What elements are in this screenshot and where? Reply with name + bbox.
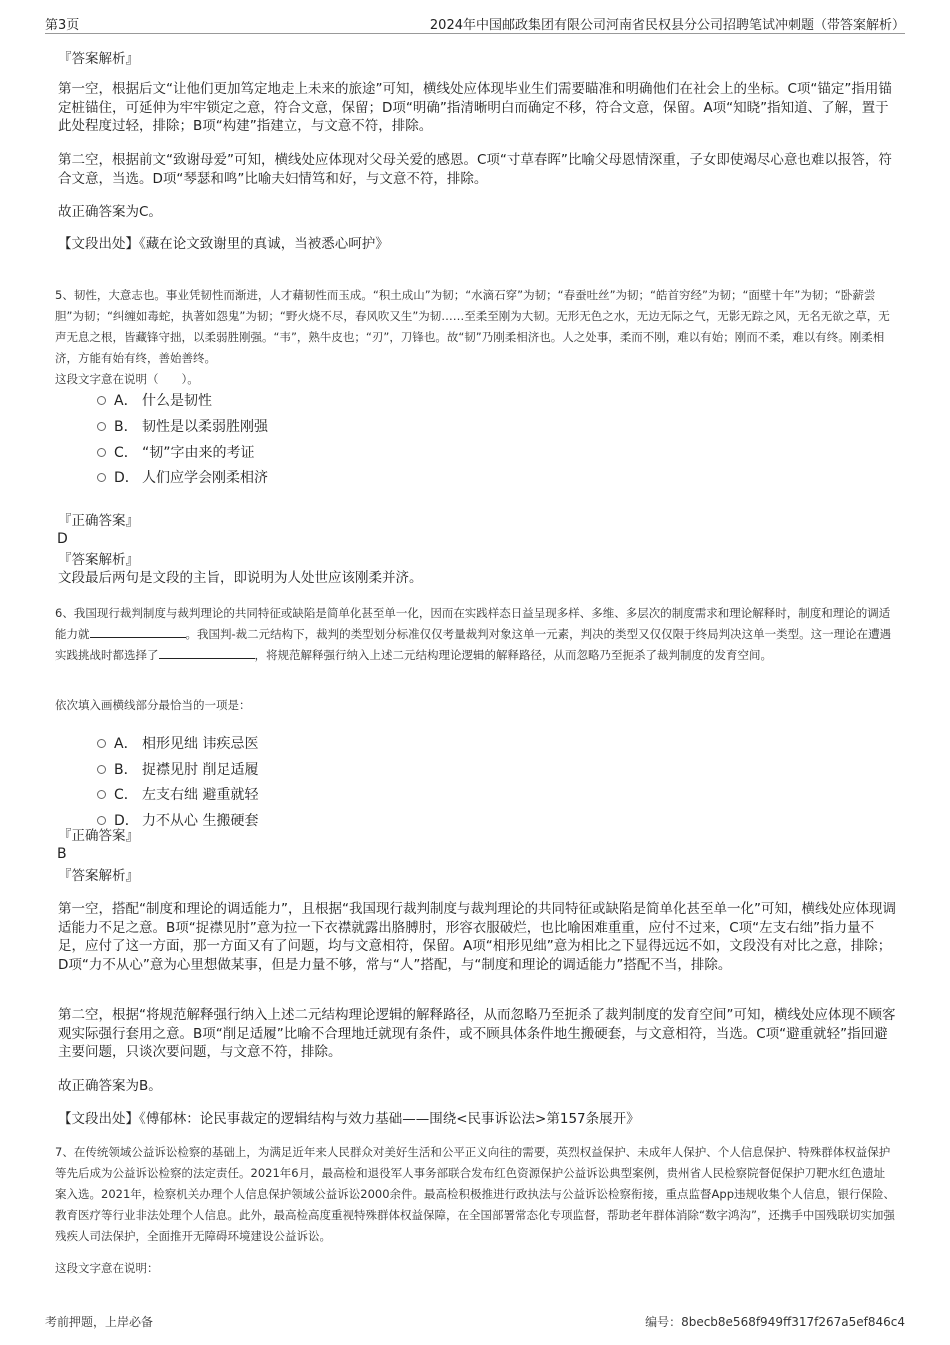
q5-analysis: 文段最后两句是文段的主旨，即说明为人处世应该刚柔并济。 bbox=[58, 570, 423, 586]
q6-answer: B bbox=[57, 846, 67, 862]
q5-option-a[interactable]: A． 什么是韧性 bbox=[97, 390, 212, 412]
q6-blank-1 bbox=[90, 626, 186, 638]
q4-source: 【文段出处】《藏在论文致谢里的真诚，当被悉心呵护》 bbox=[58, 236, 389, 252]
q6-analysis-p2: 第二空，根据“将规范解释强行纳入上述二元结构理论逻辑的解释路径，从而忽略乃至扼杀了裁判制度的发育空间”可知，横线处应体现不顾客观实际强行套用之意。B项“削足适履”比喻不合理地迁就现有条件，或不顾具体条件地生搬硬套，与文意相符，当选。C项“避重就轻”指回避主要问题，只谈次要问题，与文意不符，排除。 bbox=[58, 1007, 896, 1060]
q6-source: 【文段出处】《傅郁林：论民事裁定的逻辑结构与效力基础——围绕<民事诉讼法>第157条展开》 bbox=[58, 1111, 640, 1127]
radio-button-icon[interactable] bbox=[97, 422, 106, 431]
q6-analysis-label: 『答案解析』 bbox=[58, 868, 139, 884]
q6-question: 依次填入画横线部分最恰当的一项是： bbox=[55, 698, 251, 712]
q5-option-c[interactable]: C． “韧”字由来的考证 bbox=[97, 442, 255, 464]
document-title: 2024年中国邮政集团有限公司河南省民权县分公司招聘笔试冲刺题（带答案解析） bbox=[429, 18, 905, 33]
radio-button-icon[interactable] bbox=[97, 473, 106, 482]
q6-stem: 6、我国现行裁判制度与裁判理论的共同特征或缺陷是简单化甚至单一化，因而在实践样态日益呈现多样、多维、多层次的制度需求和理论解释时，制度和理论的调适能力就 。我国判-裁二元结构下，裁判的类型划分标准仅仅考量裁判对象这单一元素，判决的类型又仅仅限于终局判决这单一类型。这一理论在遭遇实践挑战时都选择了 ，将规范解释强行纳入上述二元结构理论逻辑的解释路径，从而忽略乃至扼杀了裁判制度的发育空间。 bbox=[55, 606, 892, 662]
q6-option-c[interactable]: C． 左支右绌 避重就轻 bbox=[97, 784, 258, 806]
q5-option-b[interactable]: B． 韧性是以柔弱胜刚强 bbox=[97, 416, 268, 438]
q6-option-d[interactable]: D． 力不从心 生搬硬套 bbox=[97, 810, 258, 832]
q6-correct-label: 『正确答案』 bbox=[58, 828, 139, 844]
q7-stem: 7、在传统领域公益诉讼检察的基础上，为满足近年来人民群众对美好生活和公平正义向往的需要，英烈权益保护、未成年人保护、个人信息保护、特殊群体权益保护等先后成为公益诉讼检察的法定责任。2021年6月，最高检和退役军人事务部联合发布红色资源保护公益诉讼典型案例，贵州省人民检察院督促保护刀靶水红色遗址案入选。2021年，检察机关办理个人信息保护领域公益诉讼2000余件。最高检积极推进行政执法与公益诉讼检察衔接，重点监督App违规收集个人信息，银行保险、教育医疗等行业非法处理个人信息。此外，最高检高度重视特殊群体权益保障，在全国部署常态化专项监督，帮助老年群体消除“数字鸿沟”，还携手中国残联切实加强残疾人司法保护，全面推开无障碍环境建设公益诉讼。 bbox=[55, 1145, 895, 1243]
q5-answer: D bbox=[57, 531, 68, 547]
radio-button-icon[interactable] bbox=[97, 790, 106, 799]
page-number: 第3页 bbox=[45, 18, 80, 33]
q5-correct-label: 『正确答案』 bbox=[58, 513, 139, 529]
q5-option-d[interactable]: D． 人们应学会刚柔相济 bbox=[97, 467, 268, 489]
q7-question: 这段文字意在说明： bbox=[55, 1261, 159, 1275]
q6-conclusion: 故正确答案为B。 bbox=[58, 1078, 162, 1094]
q6-blank-2 bbox=[159, 647, 255, 659]
q5-analysis-label: 『答案解析』 bbox=[58, 552, 139, 568]
q6-option-b[interactable]: B． 捉襟见肘 削足适履 bbox=[97, 759, 258, 781]
footer-serial-number: 编号：8becb8e568f949ff317f267a5ef846c4 bbox=[645, 1315, 905, 1329]
q4-analysis-p2: 第二空，根据前文“致谢母爱”可知，横线处应体现对父母关爱的感恩。C项“寸草春晖”比喻父母恩情深重，子女即使竭尽心意也难以报答，符合文意，当选。D项“琴瑟和鸣”比喻夫妇情笃和好，与文意不符，排除。 bbox=[58, 152, 892, 187]
footer-slogan: 考前押题，上岸必备 bbox=[45, 1315, 154, 1329]
q5-stem: 5、韧性，大意志也。事业凭韧性而渐进，人才藉韧性而玉成。“积土成山”为韧；“水滴石穿”为韧；“春蚕吐丝”为韧；“皓首穷经”为韧；“面壁十年”为韧；“卧薪尝胆”为韧；“纠缠如毒蛇，执著如怨鬼”为韧；“野火烧不尽，春风吹又生”为韧……至柔至刚为大韧。无形无色之水，无边无际之气，无影无踪之风，无名无欲之草，无声无息之根，皆藏锋守拙，以柔弱胜刚强。“韦”，熟牛皮也；“刃”，刀锋也。故“韧”乃刚柔相济也。人之处事，柔而不刚，难以有始；刚而不柔，难以有终。刚柔相济，方能有始有终，善始善终。 bbox=[55, 288, 890, 365]
q6-analysis-p1: 第一空，搭配“制度和理论的调适能力”，且根据“我国现行裁判制度与裁判理论的共同特征或缺陷是简单化甚至单一化”可知，横线处应体现调适能力不足之意。B项“捉襟见肘”意为拉一下衣襟就露出胳膊肘，形容衣服破烂，也比喻困难重重，应付不过来，C项“左支右绌”指力量不足，应付了这一方面，那一方面又有了问题，均与文意相符，保留。A项“相形见绌”意为相比之下显得远远不如，文段没有对比之意，排除；D项“力不从心”意为心里想做某事，但是力量不够，常与“人”搭配，与“制度和理论的调适能力”搭配不当，排除。 bbox=[58, 901, 896, 973]
radio-button-icon[interactable] bbox=[97, 396, 106, 405]
q4-analysis-p1: 第一空，根据后文“让他们更加笃定地走上未来的旅途”可知，横线处应体现毕业生们需要瞄准和明确他们在社会上的坐标。C项“锚定”指用锚定桩锚住，可延伸为牢牢锁定之意，符合文意，保留；D项“明确”指清晰明白而确定不移，符合文意，保留。A项“知晓”指知道、了解，置于此处程度过轻，排除；B项“构建”指建立，与文意不符，排除。 bbox=[58, 81, 892, 134]
q4-conclusion: 故正确答案为C。 bbox=[58, 204, 162, 220]
radio-button-icon[interactable] bbox=[97, 765, 106, 774]
page-header bbox=[45, 12, 905, 34]
radio-button-icon[interactable] bbox=[97, 448, 106, 457]
radio-button-icon[interactable] bbox=[97, 816, 106, 825]
q4-analysis-label: 『答案解析』 bbox=[58, 51, 139, 67]
radio-button-icon[interactable] bbox=[97, 739, 106, 748]
q5-question: 这段文字意在说明（ ）。 bbox=[55, 372, 199, 386]
q6-option-a[interactable]: A． 相形见绌 讳疾忌医 bbox=[97, 733, 258, 755]
